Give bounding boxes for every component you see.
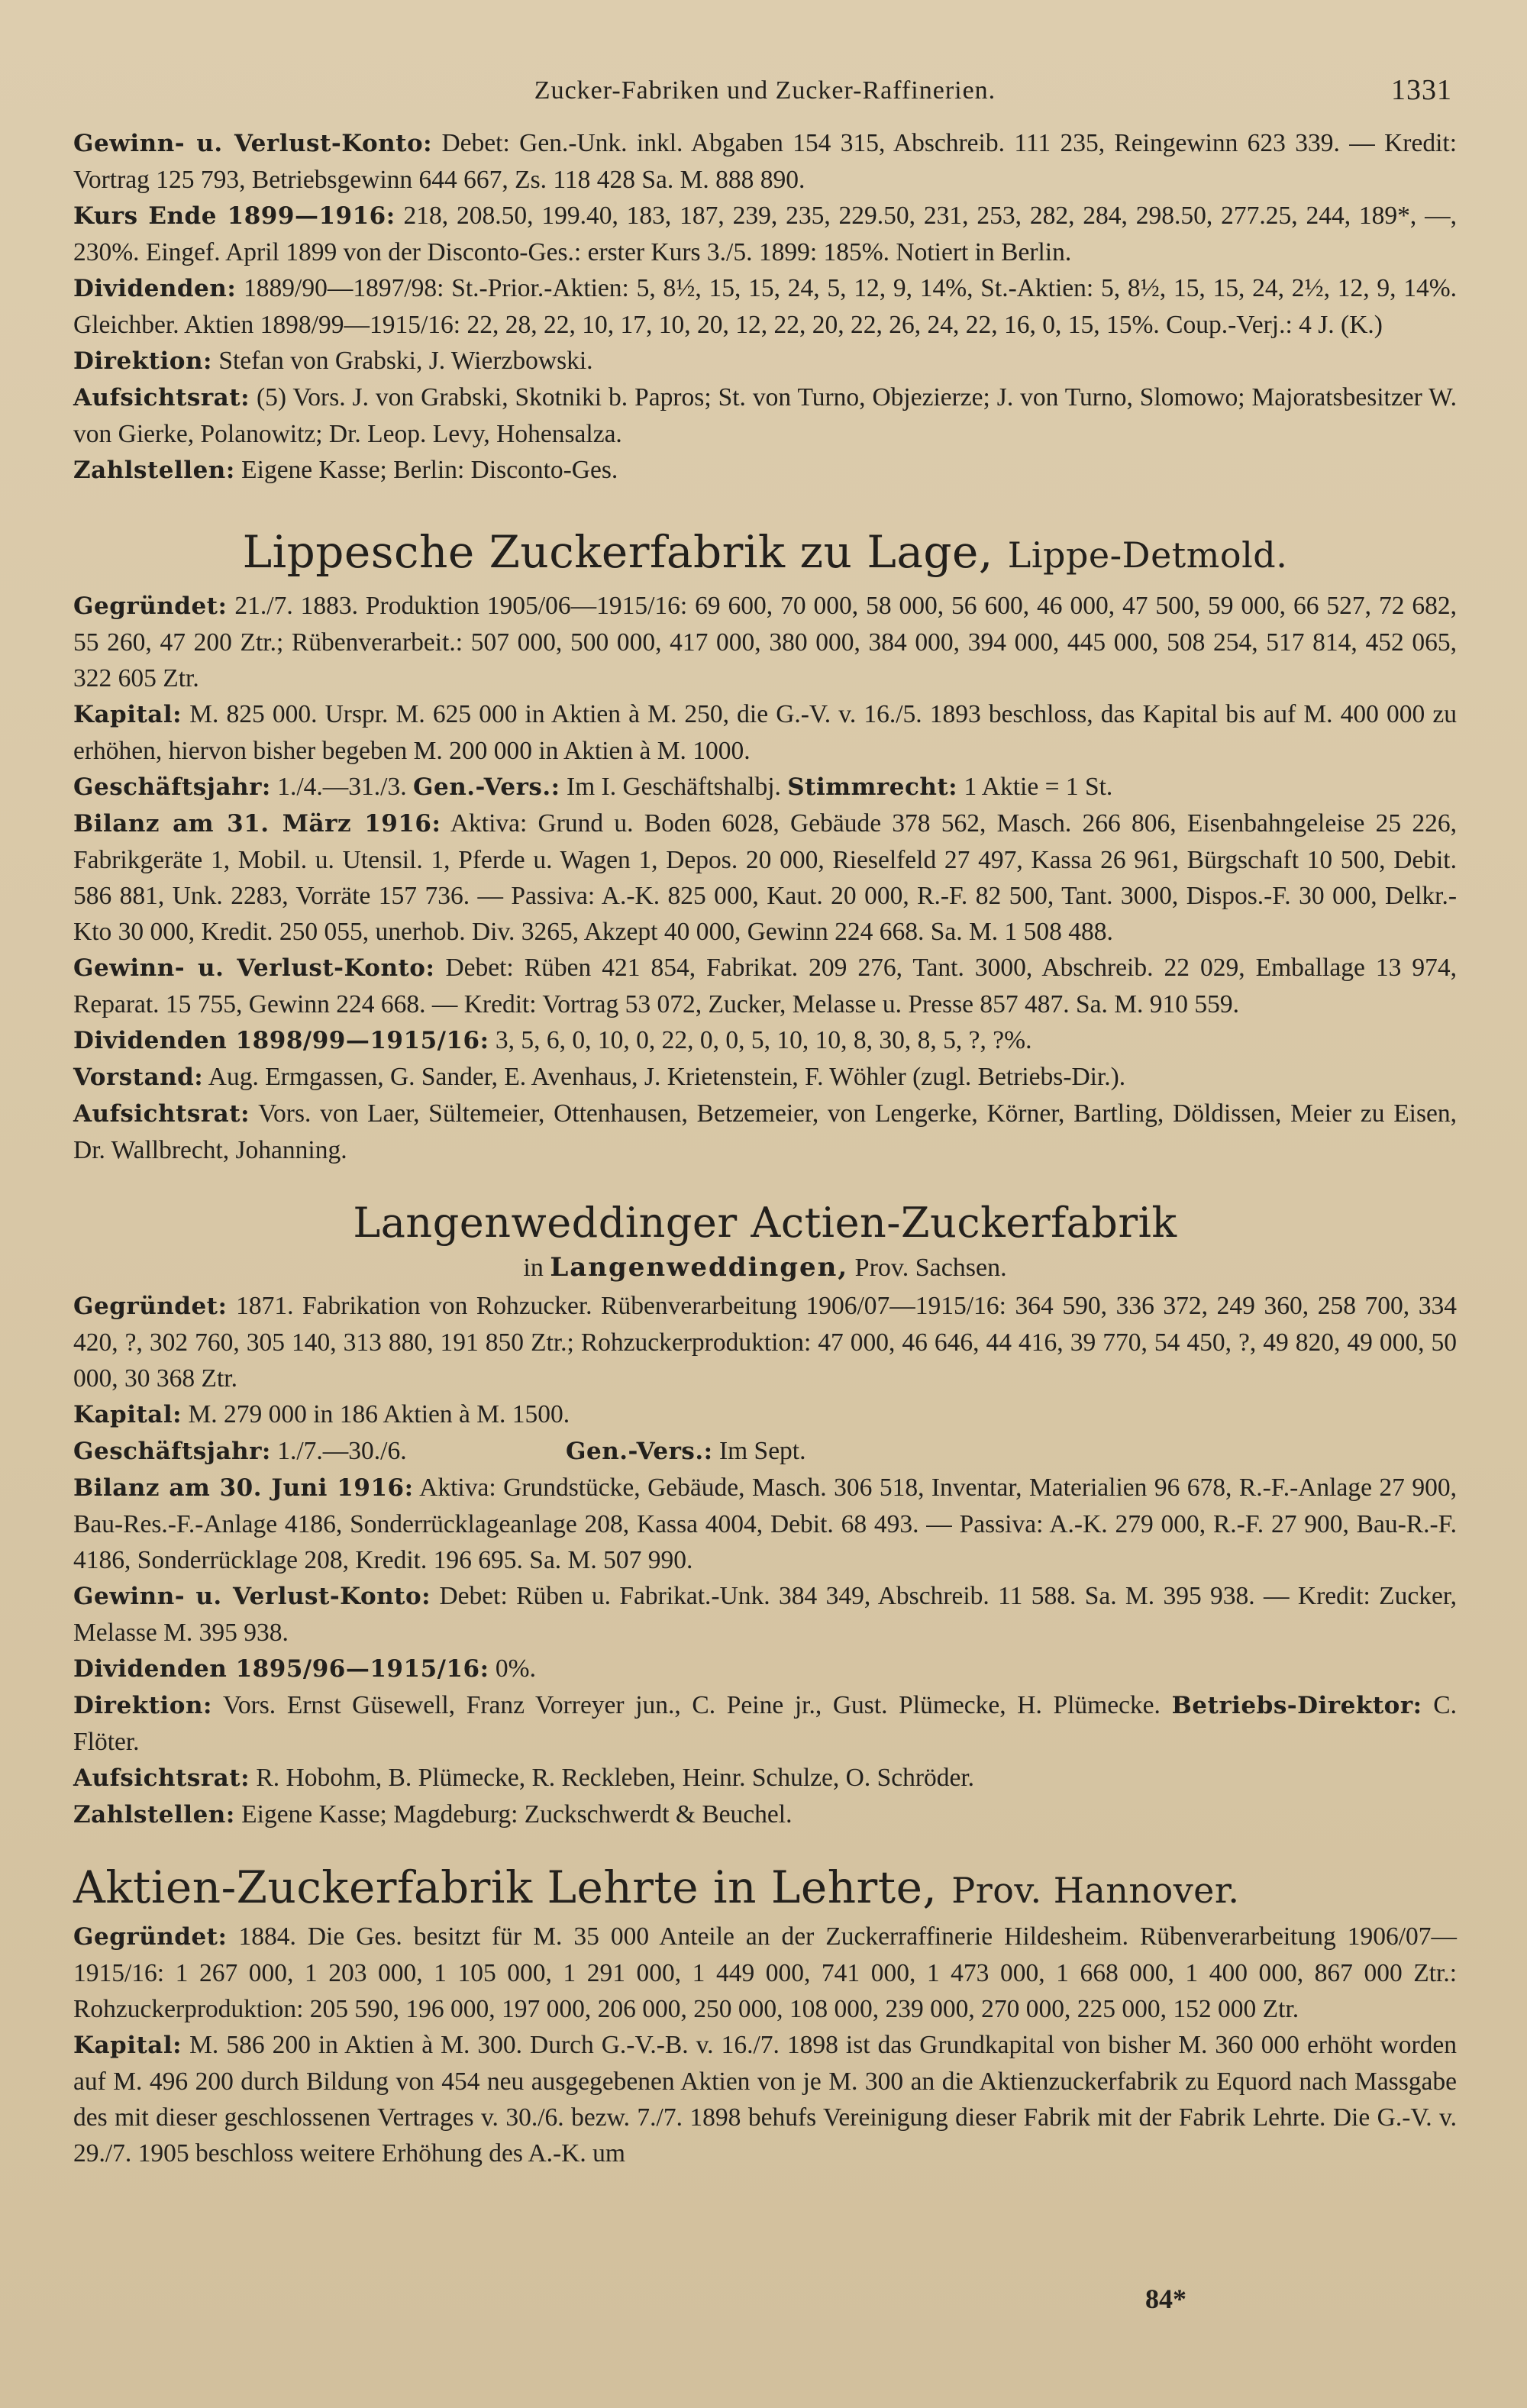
prev-direktion	[73, 343, 1457, 379]
label: Dividenden:	[73, 275, 237, 302]
gewinn-verlust	[73, 1578, 1457, 1651]
label: Stimmrecht:	[787, 773, 958, 801]
text: Debet: Rüben u. Fabrikat.-Unk. 384 349, Abschreib. 11 588. Sa. M. 395 938. — Kredit: Zucker, Melasse M. 395 938.	[73, 1582, 1458, 1647]
label: Kapital:	[73, 1401, 182, 1428]
label: Aufsichtsrat:	[73, 384, 250, 412]
prev-kurs	[73, 198, 1457, 270]
company-heading: Langenweddinger Actien-Zuckerfabrik	[353, 1199, 1177, 1247]
label: Geschäftsjahr:	[73, 1438, 271, 1465]
label: Dividenden 1898/99—1915/16:	[73, 1027, 489, 1054]
gegruendet	[73, 1288, 1457, 1396]
label: Direktion:	[73, 347, 212, 375]
text: Aug. Ermgassen, G. Sander, E. Avenhaus, J. Krietenstein, F. Wöhler (zugl. Betriebs-Dir.).	[208, 1063, 1126, 1091]
label: Gegründet:	[73, 1293, 228, 1320]
label: Gewinn- u. Verlust-Konto:	[73, 1583, 431, 1610]
text: Aktiva: Grundstücke, Gebäude, Masch. 306 518, Inventar, Materialien 96 678, R.-F.-Anlage 27 900, Bau-Res.-F.-Anlage 4186, Sonderrücklageanlage 208, Kassa 4004, Debit. 68 493. — Passiva: A.-K. 279 000, R.-F. 27 900, Bau-R.-F. 4186, Sonderrücklage 208, Kredit. 196 695. Sa. M. 507 990.	[73, 1474, 1458, 1574]
text: Aktiva: Grund u. Boden 6028, Gebäude 378 562, Masch. 266 806, Eisenbahngeleise 25 226, Fabrikgeräte 1, Mobil. u. Utensil. 1, Pferde u. Wagen 1, Depos. 20 000, Rieselfeld 27 497, Kassa 26 961, Bürgschaft 10 500, Debit. 586 881, Unk. 2283, Vorräte 157 736. — Passiva: A.-K. 825 000, Kaut. 20 000, R.-F. 82 500, Tant. 3000, Dispos.-F. 30 000, Delkr.-Kto 30 000, Kredit. 250 055, unerhob. Div. 3265, Akzept 40 000, Gewinn 224 668. Sa. M. 1 508 488.	[73, 809, 1457, 946]
text: Eigene Kasse; Berlin: Disconto-Ges.	[241, 456, 618, 484]
label: Bilanz am 31. März 1916:	[73, 810, 441, 838]
text: C. Flöter.	[73, 1691, 1457, 1756]
label: Vorstand:	[73, 1064, 204, 1091]
text: Im I. Geschäftshalbj.	[566, 773, 781, 801]
loc-suffix: Prov. Sachsen.	[854, 1254, 1007, 1282]
label: Gegründet:	[73, 1923, 228, 1951]
aufsichtsrat	[73, 1096, 1457, 1168]
text: 1871. Fabrikation von Rohzucker. Rübenverarbeitung 1906/07—1915/16: 364 590, 336 372, 249 360, 258 700, 334 420, ?, 302 760, 305 140, 313 880, 191 850 Ztr.; Rohzuckerproduktion: 47 000, 46 646, 44 416, 39 770, 54 450, ?, 49 820, 49 000, 50 000, 30 368 Ztr.	[73, 1292, 1458, 1393]
bilanz	[73, 805, 1457, 950]
text: Debet: Rüben 421 854, Fabrikat. 209 276, Tant. 3000, Abschreib. 22 029, Emballage 13 974, Reparat. 15 755, Gewinn 224 668. — Kredit: Vortrag 53 072, Zucker, Melasse u. Presse 857 487. Sa. M. 910 559.	[73, 954, 1457, 1018]
text: M. 279 000 in 186 Aktien à M. 1500.	[188, 1400, 570, 1428]
company-location	[73, 1251, 1457, 1285]
label: Kapital:	[73, 701, 182, 728]
zahlstellen	[73, 1796, 1457, 1833]
label: Gewinn- u. Verlust-Konto:	[73, 130, 433, 157]
loc-name: Langenweddingen,	[550, 1252, 849, 1283]
dividenden	[73, 1022, 1457, 1059]
label: Gen.-Vers.:	[566, 1438, 713, 1465]
text: 1884. Die Ges. besitzt für M. 35 000 Anteile an der Zuckerraffinerie Hildesheim. Rübenverarbeitung 1906/07—1915/16: 1 267 000, 1 203 000, 1 105 000, 1 291 000, 1 449 000, 741 000, 1 473 000, 1 668 000, 1 400 000, 867 000 Ztr.: Rohzuckerproduktion: 205 590, 196 000, 197 000, 206 000, 250 000, 108 000, 239 000, 270 000, 225 000, 152 000 Ztr.	[73, 1922, 1458, 2023]
company-name: Aktien-Zuckerfabrik Lehrte in Lehrte,	[73, 1861, 938, 1913]
company-location: Lippe-Detmold.	[1007, 534, 1288, 576]
text: Vors. von Laer, Sültemeier, Ottenhausen, Betzemeier, von Lengerke, Körner, Bartling, Döldissen, Meier zu Eisen, Dr. Wallbrecht, Johanning.	[73, 1099, 1457, 1164]
company-name: Lippesche Zuckerfabrik zu Lage,	[242, 526, 993, 578]
label: Zahlstellen:	[73, 1801, 235, 1829]
bilanz	[73, 1470, 1457, 1578]
text: Stefan von Grabski, J. Wierzbowski.	[218, 347, 593, 375]
label: Bilanz am 30. Juni 1916:	[73, 1474, 414, 1502]
kapital	[73, 1396, 1457, 1433]
label: Betriebs-Direktor:	[1171, 1692, 1422, 1719]
running-header	[73, 70, 1457, 125]
text: 0%.	[495, 1654, 536, 1683]
text: Debet: Gen.-Unk. inkl. Abgaben 154 315, Abschreib. 111 235, Reingewinn 623 339. — Kredit: Vortrag 125 793, Betriebsgewinn 644 667, Zs. 118 428 Sa. M. 888 890.	[73, 129, 1458, 194]
label: Kurs Ende 1899—1916:	[73, 202, 395, 230]
text: 1./7.—30./6.	[277, 1437, 407, 1465]
label: Gewinn- u. Verlust-Konto:	[73, 954, 435, 982]
signature-mark: 84*	[1145, 2284, 1186, 2314]
label: Kapital:	[73, 2032, 182, 2059]
text: M. 586 200 in Aktien à M. 300. Durch G.-V.-B. v. 16./7. 1898 ist das Grundkapital von bisher M. 360 000 erhöht worden auf M. 496 200 durch Bildung von 454 neu ausgegebenen Aktien von je M. 300 an die Aktienzuckerfabrik zu Equord nach Massgabe des mit dieser geschlossenen Vertrages v. 30./6. bezw. 7./7. 1898 behufs Vereinigung dieser Fabrik mit der Fabrik Lehrte. Die G.-V. v. 29./7. 1905 beschloss weitere Erhöhung des A.-K. um	[73, 2031, 1458, 2168]
gegruendet	[73, 1919, 1457, 2027]
page-number: 1331	[1391, 74, 1452, 106]
text: Im Sept.	[718, 1437, 806, 1465]
label: Gen.-Vers.:	[413, 773, 560, 801]
lehrte-section	[73, 1859, 1457, 2171]
aufsichtsrat	[73, 1760, 1457, 1796]
label: Direktion:	[73, 1692, 212, 1719]
gewinn-verlust	[73, 950, 1457, 1022]
dividenden	[73, 1651, 1457, 1687]
text: 1 Aktie = 1 St.	[964, 773, 1113, 801]
prev-company-section	[73, 125, 1457, 489]
text: 1./4.—31./3.	[277, 773, 407, 801]
lippesche-section	[73, 524, 1457, 1168]
text: Eigene Kasse; Magdeburg: Zuckschwerdt & Beuchel.	[241, 1800, 793, 1829]
label: Gegründet:	[73, 592, 228, 620]
label: Dividenden 1895/96—1915/16:	[73, 1655, 489, 1683]
text: 3, 5, 6, 0, 10, 0, 22, 0, 0, 5, 10, 10, 8, 30, 8, 5, ?, ?%.	[495, 1026, 1032, 1054]
header-title: Zucker-Fabriken und Zucker-Raffinerien.	[534, 76, 996, 105]
geschaeftsjahr-line	[73, 1433, 1457, 1470]
company-heading	[73, 1859, 1457, 1919]
company-location: Prov. Hannover.	[951, 1870, 1240, 1911]
kapital	[73, 696, 1457, 769]
text: 21./7. 1883. Produktion 1905/06—1915/16: 69 600, 70 000, 58 000, 56 600, 46 000, 47 500, 59 000, 66 527, 72 682, 55 260, 47 200 Ztr.; Rübenverarbeit.: 507 000, 500 000, 417 000, 380 000, 384 000, 394 000, 445 000, 508 254, 517 814, 452 065, 322 605 Ztr.	[73, 592, 1458, 692]
label: Aufsichtsrat:	[73, 1764, 250, 1792]
text: Vors. Ernst Güsewell, Franz Vorreyer jun., C. Peine jr., Gust. Plümecke, H. Plümecke.	[222, 1691, 1161, 1719]
label: Zahlstellen:	[73, 457, 235, 484]
prev-guv	[73, 125, 1457, 198]
text: M. 825 000. Urspr. M. 625 000 in Aktien à M. 250, die G.-V. v. 16./5. 1893 beschloss, das Kapital bis auf M. 400 000 zu erhöhen, hiervon bisher begeben M. 200 000 in Aktien à M. 1000.	[73, 700, 1458, 765]
text: R. Hobohm, B. Plümecke, R. Reckleben, Heinr. Schulze, O. Schröder.	[256, 1764, 975, 1792]
prev-zahlstellen	[73, 452, 1457, 489]
vorstand	[73, 1059, 1457, 1096]
text: 218, 208.50, 199.40, 183, 187, 239, 235, 229.50, 231, 253, 282, 284, 298.50, 277.25, 244, 189*, —, 230%. Eingef. April 1899 von der Disconto-Ges.: erster Kurs 3./5. 1899: 185%. Notiert in Berlin.	[73, 202, 1458, 266]
kapital	[73, 2027, 1457, 2171]
prev-aufsichtsrat	[73, 379, 1457, 452]
prev-dividenden	[73, 270, 1457, 343]
label: Aufsichtsrat:	[73, 1100, 250, 1128]
text: (5) Vors. J. von Grabski, Skotniki b. Papros; St. von Turno, Objezierze; J. von Turno, Slomowo; Majoratsbesitzer W. von Gierke, Polanowitz; Dr. Leop. Levy, Hohensalza.	[73, 383, 1458, 448]
langenweddinger-section	[73, 1196, 1457, 1833]
label: Geschäftsjahr:	[73, 773, 271, 801]
text: 1889/90—1897/98: St.-Prior.-Aktien: 5, 8½, 15, 15, 24, 5, 12, 9, 14%, St.-Aktien: 5, 8½, 15, 15, 24, 2½, 12, 9, 14%. Gleichber. Aktien 1898/99—1915/16: 22, 28, 22, 10, 17, 10, 20, 12, 22, 20, 22, 26, 24, 22, 16, 0, 15, 15%. Coup.-Verj.: 4 J. (K.)	[73, 274, 1458, 339]
gegruendet	[73, 588, 1457, 696]
loc-prefix: in	[523, 1254, 544, 1282]
geschaeftsjahr-line	[73, 769, 1457, 805]
company-heading	[73, 524, 1457, 583]
direktion	[73, 1687, 1457, 1760]
